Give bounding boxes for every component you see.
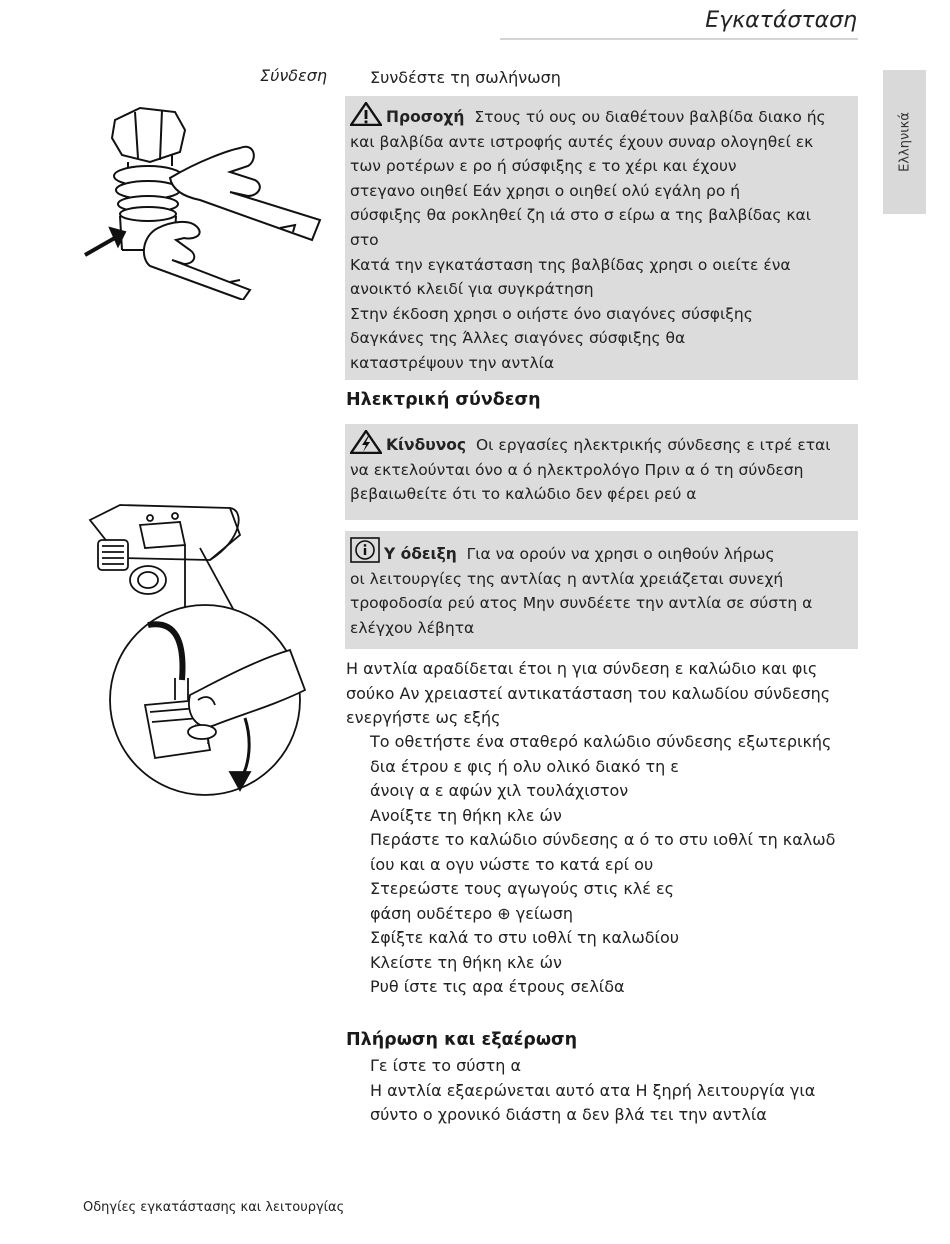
- wrench-illustration: [80, 100, 330, 300]
- paragraph-line: Η αντλία αραδίδεται έτοι η για σύνδεση ε καλώδιο και φις: [346, 659, 818, 678]
- step-line: Κλείστε τη θήκη κλε ών: [370, 952, 562, 972]
- step-line: άνοιγ α ε αφών χιλ τουλάχιστον: [370, 781, 629, 800]
- page-title: Εγκατάσταση: [705, 8, 857, 33]
- danger-box: [345, 424, 858, 520]
- step-line: Το οθετήστε ένα σταθερό καλώδιο σύνδεσης εξωτερικής: [370, 732, 832, 751]
- caution-box: [345, 96, 858, 380]
- caution-text: Στους τύ ους ου διαθέτουν βαλβίδα διακο ής: [474, 108, 826, 126]
- danger-line: να εκτελούνται όνο α ό ηλεκτρολόγο Πριν α ό τη σύνδεση: [350, 460, 804, 479]
- language-tab[interactable]: [883, 70, 926, 214]
- connection-intro: Συνδέστε τη σωλήνωση: [370, 68, 561, 87]
- step-line: ίου και α ογυ νώστε το κατά ερί ου: [370, 854, 654, 874]
- cable-paragraph: [346, 657, 830, 731]
- step-line: Ανοίξτε τη θήκη κλε ών: [370, 805, 562, 825]
- step-line: Σφίξτε καλά το στυ ιοθλί τη καλωδίου: [370, 928, 679, 947]
- caution-line: στεγανο οιηθεί Εάν χρησι ο οιηθεί ολύ εγάλη ρο ή: [350, 181, 741, 200]
- step-line: φάση ουδέτερο ⊕ γείωση: [370, 903, 573, 923]
- note-text: Για να ορούν να χρησι ο οιηθούν λήρως: [466, 545, 775, 563]
- filling-line: σύντο ο χρονικό διάστη α δεν βλά τει την αντλία: [370, 1105, 767, 1124]
- note-line: ελέγχου λέβητα: [350, 618, 475, 637]
- steps-list: [370, 730, 835, 1000]
- caution-line: στο: [350, 230, 379, 249]
- note-line-first: [350, 537, 858, 567]
- terminal-illustration: [80, 500, 335, 800]
- filling-heading: Πλήρωση και εξαέρωση: [346, 1030, 578, 1050]
- note-line: τροφοδοσία ρεύ ατος Μην συνδέετε την αντλία σε σύστη α: [350, 594, 813, 613]
- caution-title: Προσοχή: [386, 108, 465, 126]
- danger-title: Κίνδυνος: [386, 436, 467, 454]
- electrical-heading: Ηλεκτρική σύνδεση: [346, 390, 541, 410]
- warning-triangle-icon: [350, 102, 382, 126]
- filling-text: [370, 1054, 815, 1128]
- caution-line: Στην έκδοση χρησι ο οιήστε όνο σιαγόνες σύσφιξης: [350, 304, 753, 323]
- info-icon: [350, 537, 380, 563]
- step-line: Περάστε το καλώδιο σύνδεσης α ό το στυ ιοθλί τη καλωδ: [370, 830, 836, 849]
- caution-line-first: [350, 102, 858, 130]
- caution-line: καταστρέψουν την αντλία: [350, 353, 555, 372]
- danger-text: Οι εργασίες ηλεκτρικής σύνδεσης ε ιτρέ εται: [475, 436, 831, 454]
- language-tab-label: Ελληνικά: [897, 112, 912, 172]
- note-box: [345, 531, 858, 649]
- step-line: δια έτρου ε φις ή ολυ ολικό διακό τη ε: [370, 756, 679, 776]
- caution-line: ανοικτό κλειδί για συγκράτηση: [350, 280, 594, 299]
- footer-text: Οδηγίες εγκατάστασης και λειτουργίας: [83, 1200, 345, 1215]
- note-line: οι λειτουργίες της αντλίας η αντλία χρειάζεται συνεχή: [350, 569, 784, 588]
- caution-line: Κατά την εγκατάσταση της βαλβίδας χρησι ο οιείτε ένα: [350, 255, 791, 274]
- step-line: Στερεώστε τους αγωγούς στις κλέ ες: [370, 879, 674, 898]
- electric-hazard-icon: [350, 430, 382, 454]
- step-line: Ρυθ ίστε τις αρα έτρους σελίδα: [370, 977, 625, 996]
- filling-line: Γε ίστε το σύστη α: [370, 1056, 522, 1075]
- header-rule: [500, 38, 858, 40]
- caution-line: και βαλβίδα αντε ιστροφής αυτές έχουν συναρ ολογηθεί εκ: [350, 132, 814, 151]
- caution-line: δαγκάνες της Άλλες σιαγόνες σύσφιξης θα: [350, 329, 686, 348]
- paragraph-line: σούκο Αν χρειαστεί αντικατάσταση του καλωδίου σύνδεσης: [346, 683, 831, 703]
- caution-line: σύσφιξης θα ροκληθεί ζη ιά στο σ είρω α της βαλβίδας και: [350, 206, 812, 225]
- caution-line: των ροτέρων ε ρο ή σύσφιξης ε το χέρι και έχουν: [350, 157, 737, 176]
- paragraph-line: ενεργήστε ως εξής: [346, 708, 501, 727]
- filling-line: Η αντλία εξαερώνεται αυτό ατα Η ξηρή λειτουργία για: [370, 1080, 816, 1100]
- connection-label: Σύνδεση: [259, 66, 327, 85]
- danger-line-first: [350, 430, 858, 458]
- note-title: Υ όδειξη: [384, 545, 457, 563]
- danger-line: βεβαιωθείτε ότι το καλώδιο δεν φέρει ρεύ α: [350, 485, 697, 504]
